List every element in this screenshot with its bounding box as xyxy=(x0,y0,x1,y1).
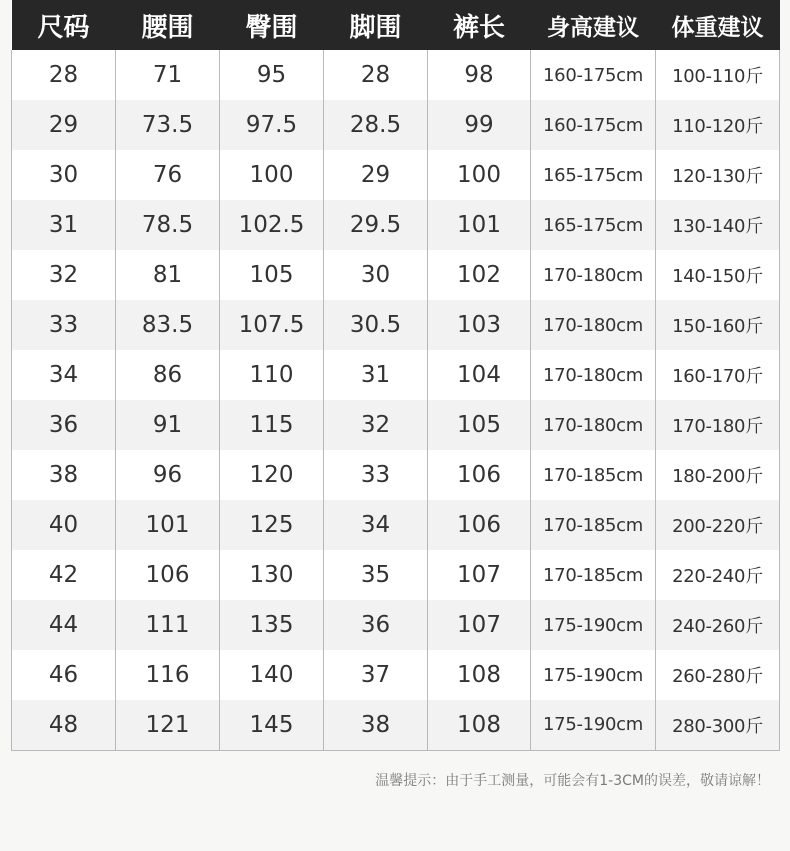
cell-leg-opening: 34 xyxy=(324,500,428,550)
cell-leg-opening: 37 xyxy=(324,650,428,700)
cell-leg-opening: 28 xyxy=(324,50,428,100)
cell-length: 103 xyxy=(428,300,531,350)
cell-leg-opening: 29 xyxy=(324,150,428,200)
header-hip: 臀围 xyxy=(245,12,298,43)
cell-height-suggestion: 165-175cm xyxy=(531,200,656,250)
cell-hip: 107.5 xyxy=(220,300,324,350)
cell-hip: 102.5 xyxy=(220,200,324,250)
cell-length: 107 xyxy=(428,600,531,650)
cell-size: 31 xyxy=(12,200,116,250)
cell-height-suggestion: 165-175cm xyxy=(531,150,656,200)
cell-height-suggestion: 160-175cm xyxy=(531,100,656,150)
table-row xyxy=(12,650,780,700)
cell-height-suggestion: 175-190cm xyxy=(531,600,656,650)
header-size: 尺码 xyxy=(37,12,90,43)
table-row xyxy=(12,700,780,750)
cell-weight-suggestion: 160-170斤 xyxy=(656,350,780,400)
table-row xyxy=(12,350,780,400)
cell-hip: 145 xyxy=(220,700,324,750)
cell-size: 32 xyxy=(12,250,116,300)
cell-weight-suggestion: 240-260斤 xyxy=(656,600,780,650)
table-row xyxy=(12,550,780,600)
cell-hip: 135 xyxy=(220,600,324,650)
table-body xyxy=(12,50,780,750)
cell-weight-suggestion: 180-200斤 xyxy=(656,450,780,500)
cell-waist: 101 xyxy=(116,500,220,550)
size-chart-table xyxy=(11,0,780,751)
cell-waist: 71 xyxy=(116,50,220,100)
cell-length: 100 xyxy=(428,150,531,200)
cell-length: 98 xyxy=(428,50,531,100)
cell-height-suggestion: 170-180cm xyxy=(531,400,656,450)
cell-weight-suggestion: 100-110斤 xyxy=(656,50,780,100)
cell-waist: 106 xyxy=(116,550,220,600)
cell-weight-suggestion: 150-160斤 xyxy=(656,300,780,350)
cell-leg-opening: 32 xyxy=(324,400,428,450)
cell-size: 48 xyxy=(12,700,116,750)
cell-size: 33 xyxy=(12,300,116,350)
cell-hip: 100 xyxy=(220,150,324,200)
table-row xyxy=(12,600,780,650)
cell-weight-suggestion: 280-300斤 xyxy=(656,700,780,750)
cell-waist: 83.5 xyxy=(116,300,220,350)
cell-hip: 105 xyxy=(220,250,324,300)
cell-weight-suggestion: 110-120斤 xyxy=(656,100,780,150)
cell-length: 104 xyxy=(428,350,531,400)
cell-length: 107 xyxy=(428,550,531,600)
measurement-note: 温馨提示：由于手工测量，可能会有1-3CM的误差，敬请谅解！ xyxy=(375,773,770,789)
cell-size: 42 xyxy=(12,550,116,600)
table-row xyxy=(12,100,780,150)
cell-length: 106 xyxy=(428,450,531,500)
cell-weight-suggestion: 120-130斤 xyxy=(656,150,780,200)
table-row xyxy=(12,150,780,200)
cell-hip: 130 xyxy=(220,550,324,600)
cell-waist: 86 xyxy=(116,350,220,400)
cell-size: 30 xyxy=(12,150,116,200)
cell-hip: 125 xyxy=(220,500,324,550)
cell-size: 29 xyxy=(12,100,116,150)
cell-leg-opening: 28.5 xyxy=(324,100,428,150)
table-row xyxy=(12,450,780,500)
cell-weight-suggestion: 260-280斤 xyxy=(656,650,780,700)
cell-waist: 91 xyxy=(116,400,220,450)
cell-waist: 116 xyxy=(116,650,220,700)
cell-length: 99 xyxy=(428,100,531,150)
cell-weight-suggestion: 220-240斤 xyxy=(656,550,780,600)
cell-hip: 140 xyxy=(220,650,324,700)
cell-height-suggestion: 170-180cm xyxy=(531,250,656,300)
header-waist: 腰围 xyxy=(141,12,194,43)
cell-hip: 110 xyxy=(220,350,324,400)
cell-height-suggestion: 170-180cm xyxy=(531,350,656,400)
cell-waist: 78.5 xyxy=(116,200,220,250)
cell-weight-suggestion: 170-180斤 xyxy=(656,400,780,450)
table-row xyxy=(12,200,780,250)
cell-hip: 95 xyxy=(220,50,324,100)
cell-height-suggestion: 170-185cm xyxy=(531,550,656,600)
table-row xyxy=(12,300,780,350)
cell-length: 105 xyxy=(428,400,531,450)
header-weight-suggestion: 体重建议 xyxy=(671,14,764,41)
table-row xyxy=(12,50,780,100)
cell-waist: 111 xyxy=(116,600,220,650)
table-header xyxy=(12,0,780,50)
cell-weight-suggestion: 200-220斤 xyxy=(656,500,780,550)
cell-waist: 73.5 xyxy=(116,100,220,150)
table-row xyxy=(12,400,780,450)
cell-waist: 96 xyxy=(116,450,220,500)
cell-waist: 81 xyxy=(116,250,220,300)
cell-waist: 76 xyxy=(116,150,220,200)
cell-height-suggestion: 175-190cm xyxy=(531,650,656,700)
cell-weight-suggestion: 130-140斤 xyxy=(656,200,780,250)
cell-height-suggestion: 170-180cm xyxy=(531,300,656,350)
cell-waist: 121 xyxy=(116,700,220,750)
cell-length: 101 xyxy=(428,200,531,250)
cell-weight-suggestion: 140-150斤 xyxy=(656,250,780,300)
cell-size: 40 xyxy=(12,500,116,550)
cell-size: 36 xyxy=(12,400,116,450)
cell-length: 108 xyxy=(428,650,531,700)
cell-size: 28 xyxy=(12,50,116,100)
cell-height-suggestion: 170-185cm xyxy=(531,500,656,550)
cell-size: 34 xyxy=(12,350,116,400)
table-row xyxy=(12,250,780,300)
cell-leg-opening: 29.5 xyxy=(324,200,428,250)
cell-height-suggestion: 170-185cm xyxy=(531,450,656,500)
cell-leg-opening: 30.5 xyxy=(324,300,428,350)
cell-leg-opening: 35 xyxy=(324,550,428,600)
cell-size: 38 xyxy=(12,450,116,500)
cell-height-suggestion: 160-175cm xyxy=(531,50,656,100)
cell-leg-opening: 38 xyxy=(324,700,428,750)
cell-hip: 115 xyxy=(220,400,324,450)
cell-hip: 120 xyxy=(220,450,324,500)
cell-length: 106 xyxy=(428,500,531,550)
cell-leg-opening: 30 xyxy=(324,250,428,300)
cell-length: 102 xyxy=(428,250,531,300)
cell-hip: 97.5 xyxy=(220,100,324,150)
header-length: 裤长 xyxy=(452,12,505,43)
cell-size: 44 xyxy=(12,600,116,650)
header-row xyxy=(12,0,780,50)
header-height-suggestion: 身高建议 xyxy=(547,14,639,41)
cell-leg-opening: 31 xyxy=(324,350,428,400)
cell-leg-opening: 33 xyxy=(324,450,428,500)
cell-leg-opening: 36 xyxy=(324,600,428,650)
table-row xyxy=(12,500,780,550)
cell-size: 46 xyxy=(12,650,116,700)
cell-height-suggestion: 175-190cm xyxy=(531,700,656,750)
header-leg-opening: 脚围 xyxy=(349,12,402,43)
cell-length: 108 xyxy=(428,700,531,750)
